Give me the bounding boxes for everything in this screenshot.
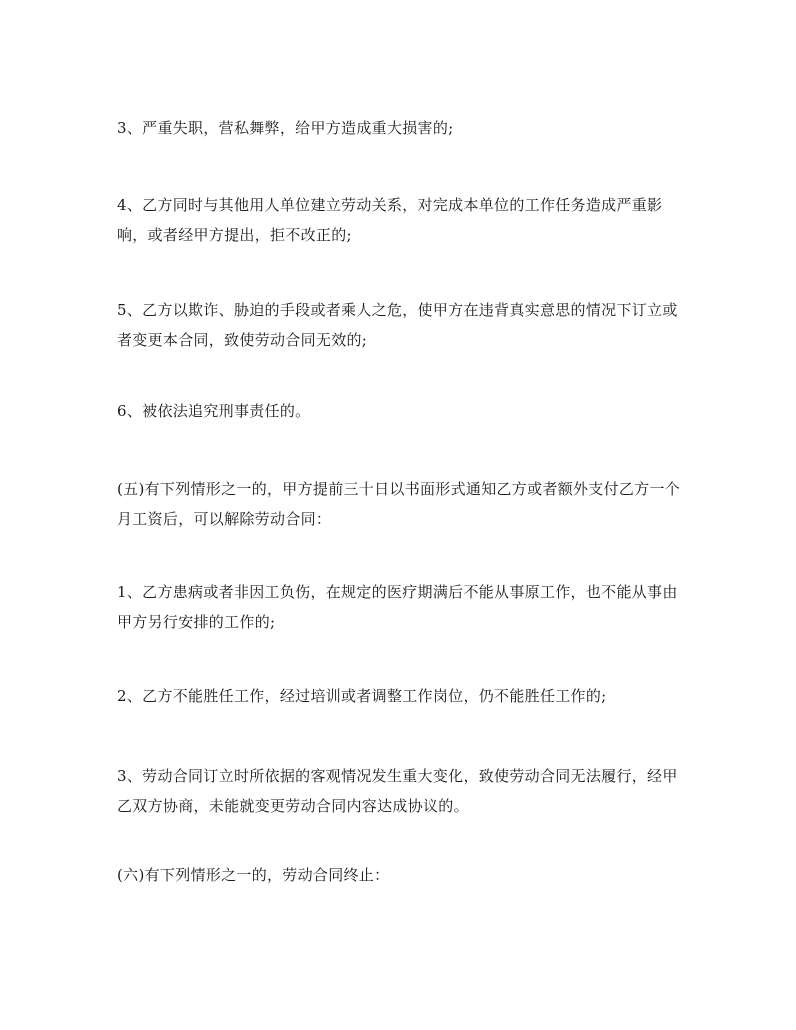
clause-incompetence: 2、乙方不能胜任工作，经过培训或者调整工作岗位，仍不能胜任工作的;: [117, 687, 607, 705]
clause-fraud-coercion: 5、乙方以欺诈、胁迫的手段或者乘人之危，使甲方在违背真实意思的情况下订立或者变更本合同，致使劳动合同无效的;: [117, 301, 678, 349]
clause-concurrent-employment: 4、乙方同时与其他用人单位建立劳动关系，对完成本单位的工作任务造成严重影响，或者经甲方提出，拒不改正的;: [117, 196, 663, 244]
clause-illness-injury: 1、乙方患病或者非因工负伤，在规定的医疗期满后不能从事原工作，也不能从事由甲方另行安排的工作的;: [117, 583, 678, 631]
section-six-heading: (六)有下列情形之一的，劳动合同终止：: [117, 866, 390, 884]
clause-serious-dereliction: 3、严重失职，营私舞弊，给甲方造成重大损害的;: [117, 119, 454, 137]
clause-criminal-liability: 6、被依法追究刑事责任的。: [117, 402, 311, 420]
clause-circumstance-change: 3、劳动合同订立时所依据的客观情况发生重大变化，致使劳动合同无法履行，经甲乙双方协商，未能就变更劳动合同内容达成协议的。: [117, 767, 678, 815]
section-five-heading: (五)有下列情形之一的，甲方提前三十日以书面形式通知乙方或者额外支付乙方一个月工资后，可以解除劳动合同：: [117, 480, 681, 528]
